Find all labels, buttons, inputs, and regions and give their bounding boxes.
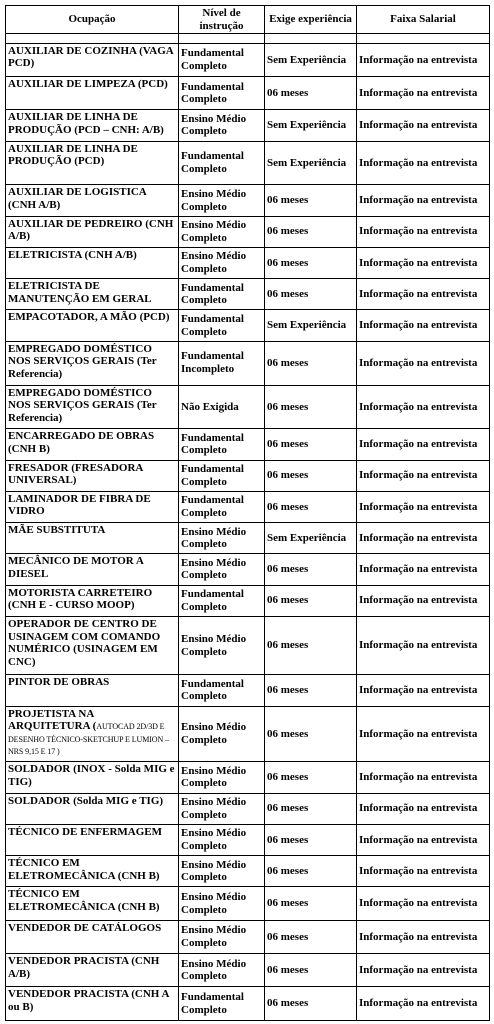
occupation-cell [6,554,179,585]
occupation-text: SOLDADOR (Solda MIG e TIG) [8,794,164,807]
experience-cell: 06 meses [265,429,357,460]
occupation-cell [6,110,179,141]
occupation-text: SOLDADOR (INOX - Solda MIG e TIG) [8,763,175,788]
table-row [6,216,490,247]
experience-cell: 06 meses [265,385,357,429]
occupation-text: AUXILIAR DE LINHA DE PRODUÇÃO (PCD – CNH: A/B) [8,111,164,136]
salary-cell: Informação na entrevista [357,585,490,616]
salary-cell: Informação na entrevista [357,341,490,385]
occupation-text: OPERADOR DE CENTRO DE USINAGEM COM COMANDO NUMÉRICO (USINAGEM EM CNC) [8,617,161,668]
spacer-row [6,34,490,43]
salary-cell: Informação na entrevista [357,110,490,141]
header-experience: Exige experiência [265,6,357,34]
table-row [6,141,490,185]
education-cell: Fundamental Completo [179,43,265,76]
education-cell: Fundamental Completo [179,310,265,341]
occupation-cell [6,793,179,824]
occupation-cell [6,216,179,247]
occupation-text: AUXILIAR DE COZINHA (VAGA PCD) [8,44,174,70]
education-cell: Ensino Médio Completo [179,793,265,824]
occupation-cell [6,675,179,706]
experience-cell: Sem Experiência [265,110,357,141]
header-education: Nível de instrução [179,6,265,34]
experience-cell: 06 meses [265,585,357,616]
occupation-text: ELETRICISTA DE MANUTENÇÃO EM GERAL [8,280,152,305]
table-row [6,954,490,987]
salary-cell: Informação na entrevista [357,706,490,762]
table-row [6,43,490,76]
experience-cell: 06 meses [265,762,357,793]
experience-cell: Sem Experiência [265,141,357,185]
occupation-text: AUXILIAR DE LIMPEZA (PCD) [8,78,168,90]
salary-cell: Informação na entrevista [357,247,490,278]
education-cell: Ensino Médio Completo [179,185,265,216]
education-cell: Fundamental Completo [179,141,265,185]
table-row [6,920,490,953]
occupation-cell [6,987,179,1021]
salary-cell: Informação na entrevista [357,675,490,706]
table-row [6,585,490,616]
occupation-cell [6,616,179,674]
salary-cell: Informação na entrevista [357,279,490,310]
occupation-text: ELETRICISTA (CNH A/B) [8,248,137,261]
occupation-cell [6,856,179,887]
education-cell: Ensino Médio Completo [179,616,265,674]
header-salary: Faixa Salarial [357,6,490,34]
experience-cell: Sem Experiência [265,523,357,554]
salary-cell: Informação na entrevista [357,77,490,110]
experience-cell: 06 meses [265,616,357,674]
occupation-text: MOTORISTA CARRETEIRO (CNH E - CURSO MOOP) [8,586,153,612]
occupation-text: AUXILIAR DE PEDREIRO (CNH A/B) [8,217,174,243]
education-cell: Ensino Médio Completo [179,887,265,920]
occupation-text: VENDEDOR PRACISTA (CNH A/B) [8,955,160,980]
education-cell: Fundamental Completo [179,585,265,616]
salary-cell: Informação na entrevista [357,523,490,554]
spacer-cell [6,34,179,43]
occupation-cell [6,491,179,522]
experience-cell: 06 meses [265,341,357,385]
salary-cell: Informação na entrevista [357,385,490,429]
education-cell: Ensino Médio Completo [179,824,265,855]
education-cell: Ensino Médio Completo [179,920,265,953]
occupation-note: AUTOCAD 2D/3D E DESENHO TÉCNICO-SKETCHUP E LUMION – NRS 9,15 E 17 ) [8,722,169,757]
education-cell: Ensino Médio Completo [179,954,265,987]
education-cell: Fundamental Completo [179,675,265,706]
experience-cell: 06 meses [265,247,357,278]
education-cell: Fundamental Completo [179,987,265,1021]
experience-cell: 06 meses [265,185,357,216]
salary-cell: Informação na entrevista [357,185,490,216]
salary-cell: Informação na entrevista [357,954,490,987]
experience-cell: 06 meses [265,887,357,920]
occupation-text: TÉCNICO DE ENFERMAGEM [8,825,163,838]
occupation-cell [6,824,179,855]
occupation-text: MECÂNICO DE MOTOR A DIESEL [8,555,144,580]
table-row [6,987,490,1021]
occupation-cell [6,585,179,616]
occupation-cell [6,954,179,987]
table-row [6,491,490,522]
occupation-cell [6,310,179,341]
education-cell: Ensino Médio Completo [179,706,265,762]
experience-cell: 06 meses [265,856,357,887]
education-cell: Ensino Médio Completo [179,110,265,141]
salary-cell: Informação na entrevista [357,987,490,1021]
experience-cell: Sem Experiência [265,43,357,76]
experience-cell: 06 meses [265,793,357,824]
table-row [6,279,490,310]
occupation-text: AUXILIAR DE LOGISTICA (CNH A/B) [8,186,147,212]
education-cell: Ensino Médio Completo [179,762,265,793]
occupation-text: VENDEDOR PRACISTA (CNH A ou B) [8,988,169,1014]
occupation-cell [6,762,179,793]
table-header-row [6,6,490,34]
table-row [6,856,490,887]
experience-cell: 06 meses [265,554,357,585]
table-row [6,706,490,762]
salary-cell: Informação na entrevista [357,43,490,76]
spacer-cell [179,34,265,43]
occupation-text: VENDEDOR DE CATÁLOGOS [8,921,162,934]
experience-cell: 06 meses [265,675,357,706]
table-row [6,429,490,460]
salary-cell: Informação na entrevista [357,793,490,824]
experience-cell: 06 meses [265,706,357,762]
occupation-cell [6,460,179,491]
table-row [6,77,490,110]
experience-cell: Sem Experiência [265,310,357,341]
table-row [6,554,490,585]
salary-cell: Informação na entrevista [357,824,490,855]
table-row [6,887,490,920]
occupation-cell [6,887,179,920]
education-cell: Ensino Médio Completo [179,523,265,554]
experience-cell: 06 meses [265,920,357,953]
education-cell: Fundamental Completo [179,279,265,310]
education-cell: Fundamental Completo [179,77,265,110]
experience-cell: 06 meses [265,987,357,1021]
table-row [6,185,490,216]
occupation-text: EMPACOTADOR, A MÃO (PCD) [8,311,170,324]
table-row [6,460,490,491]
table-row [6,385,490,429]
occupation-cell [6,341,179,385]
spacer-cell [357,34,490,43]
occupation-cell [6,429,179,460]
salary-cell: Informação na entrevista [357,460,490,491]
occupation-text: ENCARREGADO DE OBRAS (CNH B) [8,430,155,455]
spacer-cell [265,34,357,43]
occupation-text: PINTOR DE OBRAS [8,676,110,689]
occupation-cell [6,706,179,762]
education-cell: Ensino Médio Completo [179,216,265,247]
experience-cell: 06 meses [265,460,357,491]
table-row [6,762,490,793]
occupation-text: AUXILIAR DE LINHA DE PRODUÇÃO (PCD) [8,142,138,168]
occupation-cell [6,247,179,278]
occupation-text: LAMINADOR DE FIBRA DE VIDRO [8,492,151,518]
education-cell: Não Exigida [179,385,265,429]
table-row [6,523,490,554]
experience-cell: 06 meses [265,77,357,110]
education-cell: Fundamental Incompleto [179,341,265,385]
occupation-text: TÉCNICO EM ELETROMECÂNICA (CNH B) [8,888,160,914]
occupation-cell [6,185,179,216]
salary-cell: Informação na entrevista [357,616,490,674]
occupation-cell [6,385,179,429]
education-cell: Ensino Médio Completo [179,554,265,585]
occupation-text: MÃE SUBSTITUTA [8,524,106,537]
occupation-text: EMPREGADO DOMÉSTICO NOS SERVIÇOS GERAIS (Ter Referencia) [8,342,157,380]
salary-cell: Informação na entrevista [357,429,490,460]
occupation-cell [6,43,179,76]
experience-cell: 06 meses [265,216,357,247]
table-row [6,341,490,385]
occupation-cell [6,77,179,110]
education-cell: Fundamental Completo [179,491,265,522]
table-row [6,247,490,278]
table-row [6,310,490,341]
occupation-text: TÉCNICO EM ELETROMECÂNICA (CNH B) [8,857,160,882]
experience-cell: 06 meses [265,954,357,987]
education-cell: Fundamental Completo [179,429,265,460]
job-vacancies-table [5,5,490,1021]
table-row [6,110,490,141]
education-cell: Ensino Médio Completo [179,247,265,278]
occupation-text: EMPREGADO DOMÉSTICO NOS SERVIÇOS GERAIS (Ter Referencia) [8,386,157,424]
experience-cell: 06 meses [265,491,357,522]
salary-cell: Informação na entrevista [357,887,490,920]
table-row [6,824,490,855]
salary-cell: Informação na entrevista [357,762,490,793]
salary-cell: Informação na entrevista [357,216,490,247]
salary-cell: Informação na entrevista [357,491,490,522]
header-occupation: Ocupação [6,6,179,34]
occupation-cell [6,523,179,554]
salary-cell: Informação na entrevista [357,920,490,953]
experience-cell: 06 meses [265,824,357,855]
occupation-cell [6,141,179,185]
table-row [6,675,490,706]
salary-cell: Informação na entrevista [357,856,490,887]
experience-cell: 06 meses [265,279,357,310]
education-cell: Ensino Médio Completo [179,856,265,887]
salary-cell: Informação na entrevista [357,141,490,185]
table-row [6,793,490,824]
salary-cell: Informação na entrevista [357,554,490,585]
occupation-text: FRESADOR (FRESADORA UNIVERSAL) [8,461,143,487]
occupation-cell [6,279,179,310]
salary-cell: Informação na entrevista [357,310,490,341]
table-row [6,616,490,674]
occupation-text: PROJETISTA NA ARQUITETURA ( [8,707,97,733]
occupation-cell [6,920,179,953]
education-cell: Fundamental Completo [179,460,265,491]
